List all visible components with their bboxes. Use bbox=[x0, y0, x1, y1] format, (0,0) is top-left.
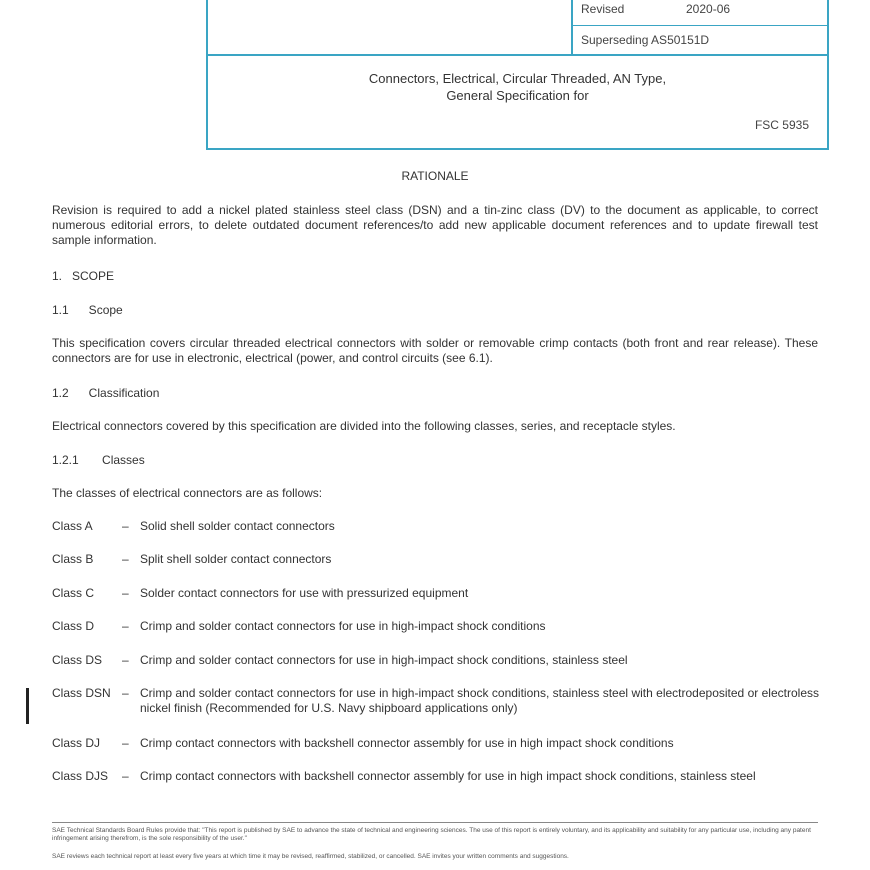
header-divider-horizontal bbox=[208, 54, 827, 56]
class-description: Split shell solder contact connectors bbox=[140, 552, 332, 566]
section-1-1-heading: 1.1 Scope bbox=[52, 303, 123, 317]
class-dash: – bbox=[122, 653, 129, 667]
class-description: Crimp and solder contact connectors for use in high-impact shock conditions, stainless steel bbox=[140, 653, 628, 667]
rationale-text: Revision is required to add a nickel plated stainless steel class (DSN) and a tin-zinc class (DV) to the document as applicable, to correct numerous editorial errors, to delete outdated document references/to add new applicable document references and to update firewall test sample information. bbox=[52, 203, 818, 247]
class-description: Solid shell solder contact connectors bbox=[140, 519, 335, 533]
section-1-2-1-text: The classes of electrical connectors are as follows: bbox=[52, 486, 323, 500]
section-1-2-text: Electrical connectors covered by this specification are divided into the following classes, series, and receptacle styles. bbox=[52, 419, 676, 433]
class-dash: – bbox=[122, 769, 129, 783]
footer-rule bbox=[52, 822, 818, 823]
revised-date: 2020-06 bbox=[686, 2, 731, 16]
class-label: Class DS bbox=[52, 653, 103, 667]
revision-change-bar bbox=[26, 688, 29, 724]
fsc-code: FSC 5935 bbox=[754, 118, 809, 132]
class-dash: – bbox=[122, 619, 129, 633]
class-label: Class DJ bbox=[52, 736, 101, 750]
section-1-2-1-heading: 1.2.1 Classes bbox=[52, 453, 145, 467]
class-dash: – bbox=[122, 552, 129, 566]
class-label: Class A bbox=[52, 519, 93, 533]
class-description: Crimp and solder contact connectors for use in high-impact shock conditions, stainless steel with electrodeposited or electroless nickel finish (Recommended for U.S. Navy shipboard applications only) bbox=[140, 686, 819, 715]
class-dash: – bbox=[122, 736, 129, 750]
section-1-1-text: This specification covers circular threaded electrical connectors with solder or removable crimp contacts (both front and rear release). These connectors are for use in electronic, electrical (power, and control circuits (see 6.1). bbox=[52, 336, 818, 365]
class-description: Crimp contact connectors with backshell connector assembly for use in high impact shock conditions, stainless steel bbox=[140, 769, 756, 783]
revised-label: Revised bbox=[581, 2, 625, 16]
class-label: Class DSN bbox=[52, 686, 111, 700]
document-title-line-2: General Specification for bbox=[446, 88, 589, 103]
class-description: Solder contact connectors for use with pressurized equipment bbox=[140, 586, 469, 600]
document-title-line-1: Connectors, Electrical, Circular Threaded, AN Type, bbox=[368, 71, 667, 86]
class-label: Class B bbox=[52, 552, 94, 566]
superseding-label: Superseding AS50151D bbox=[581, 33, 710, 47]
document-header-box bbox=[206, 0, 829, 150]
class-description: Crimp contact connectors with backshell connector assembly for use in high impact shock conditions bbox=[140, 736, 674, 750]
header-divider-vertical bbox=[571, 0, 573, 54]
class-dash: – bbox=[122, 686, 129, 700]
section-1-2-heading: 1.2 Classification bbox=[52, 386, 160, 400]
class-label: Class C bbox=[52, 586, 95, 600]
document-title bbox=[208, 70, 827, 104]
rationale-heading: RATIONALE bbox=[401, 169, 469, 183]
class-description: Crimp and solder contact connectors for use in high-impact shock conditions bbox=[140, 619, 546, 633]
class-label: Class DJS bbox=[52, 769, 109, 783]
footer-notice-1: SAE Technical Standards Board Rules provide that: "This report is published by SAE to advance the state of technical and engineering sciences. The use of this report is entirely voluntary, and its applicability and suitability for any particular use, including any patent infringement arising therefrom, is the sole responsibility of the user." bbox=[52, 827, 811, 842]
class-dash: – bbox=[122, 586, 129, 600]
header-divider-sub bbox=[571, 25, 827, 26]
footer-notice-2: SAE reviews each technical report at least every five years at which time it may be revised, reaffirmed, stabilized, or cancelled. SAE invites your written comments and suggestions. bbox=[52, 853, 569, 860]
class-label: Class D bbox=[52, 619, 95, 633]
class-dash: – bbox=[122, 519, 129, 533]
section-1-heading: 1. SCOPE bbox=[52, 269, 115, 283]
